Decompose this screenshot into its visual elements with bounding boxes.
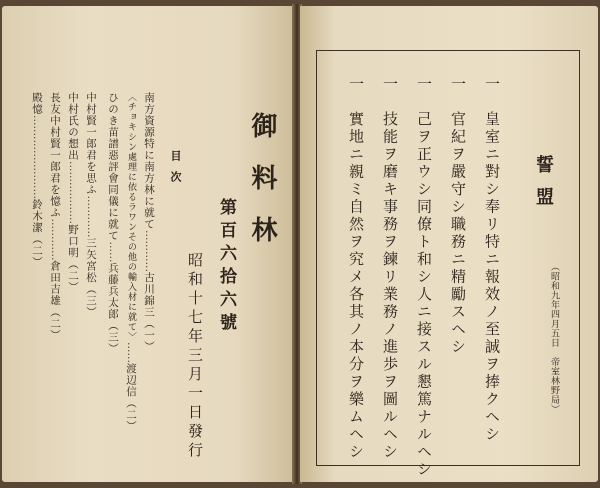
toc-entry-author: 古川錦三 (143, 272, 155, 318)
issue-number: 第百六拾六號 (216, 198, 236, 336)
oath-title: 誓盟 (533, 155, 554, 219)
toc-heading: 目次 (169, 150, 182, 192)
toc-entry: 〈チョキシン處理に依るラワンその他の輸入材に就て〉……渡辺信（二） (125, 92, 137, 432)
toc-entry-title: 中村氏の想出 (67, 92, 79, 161)
toc-entry-title: 殿憶 (31, 92, 43, 115)
toc-entry-author: 渡辺信 (125, 363, 137, 398)
oath-line: 一 官紀ヲ嚴守シ職務ニ精勵スヘシ (449, 76, 467, 356)
toc-entry-page: （三） (85, 283, 97, 318)
toc-entry: 中村氏の想出………………野口明（二） (67, 92, 79, 293)
toc-entry: 殿憶……………………鈴木潔（二） (31, 92, 43, 268)
publication-date: 昭和十七年三月一日發行 (186, 252, 204, 461)
oath-line: 一 皇室ニ對シ奉リ特ニ報效ノ至誠ヲ捧クヘシ (483, 76, 501, 444)
toc-entry-page: （一） (143, 318, 155, 353)
toc-entry: ひのき苗譜惡評會同儀に就て……兵藤兵太郎（三） (107, 92, 119, 355)
magazine-title: 御料林 (247, 112, 277, 268)
toc-entry-title: ひのき苗譜惡評會同儀に就て (107, 92, 119, 242)
toc-entry-page: （二） (67, 258, 79, 293)
toc-entry-page: （二） (125, 397, 137, 432)
oath-date: （昭和九年四月五日 帝室林野局） (549, 262, 559, 414)
toc-entry-author: 鈴木潔 (31, 199, 43, 234)
oath-line: 一 實地ニ親ミ自然ヲ究メ各其ノ本分ヲ樂ムヘシ (347, 76, 365, 461)
oath-line: 一 技能ヲ磨キ事務ヲ鍊リ業務ノ進歩ヲ圖ルヘシ (381, 76, 399, 461)
toc-entry-author: 三矢宮松 (85, 237, 97, 284)
oath-line: 一 己ヲ正ウシ同僚ト和シ人ニ接スル懇篤ナルヘシ (415, 76, 433, 479)
toc-entry-author: 兵藤兵太郎 (107, 262, 119, 320)
toc-entry-page: （三） (107, 320, 119, 355)
toc-entry-title: 長友中村賢一郎君を憶ふ (49, 92, 61, 219)
toc-entry-author: 野口明 (67, 224, 79, 259)
toc-entry-page: （二） (31, 233, 43, 268)
toc-entry-page: （二） (49, 306, 61, 341)
toc-entry-title: 中村賢一郎君を思ふ (85, 92, 97, 196)
toc-entry-title: 〈チョキシン處理に依るラワンその他の輸入材に就て〉 (126, 92, 136, 342)
toc-entry: 中村賢一郎君を思ふ…………三矢宮松（三） (85, 92, 97, 318)
toc-entry-title: 南方資源特に南方林に就て (143, 92, 155, 230)
toc-entry: 南方資源特に南方林に就て…………古川錦三（一） (143, 92, 155, 353)
toc-entry: 長友中村賢一郎君を憶ふ…………倉田吉雄（二） (49, 92, 61, 341)
toc-entry-author: 倉田吉雄 (49, 260, 61, 307)
